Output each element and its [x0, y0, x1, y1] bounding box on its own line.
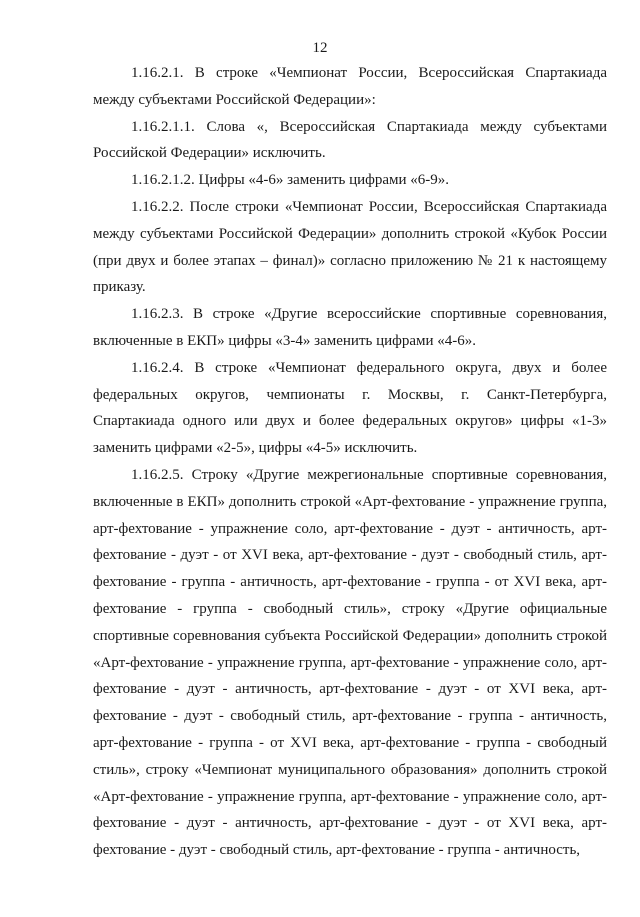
paragraph-1-16-2-4: 1.16.2.4. В строке «Чемпионат федерального округа, двух и более федеральных округов, чемпионаты г. Москвы, г. Санкт-Петербурга, Спартакиада одного или двух и более федеральных округов» цифры «1-3» заменить цифрами «2-5», цифры «4-5» исключить. — [93, 359, 607, 457]
paragraph-1-16-2-1: 1.16.2.1. В строке «Чемпионат России, Всероссийская Спартакиада между субъектами Российской Федерации»: — [93, 65, 607, 108]
paragraph-1-16-2-1-2: 1.16.2.1.2. Цифры «4-6» заменить цифрами «6-9». — [131, 172, 450, 189]
document-body — [93, 60, 607, 864]
paragraph-1-16-2-3: 1.16.2.3. В строке «Другие всероссийские спортивные соревнования, включенные в ЕКП» цифры «3-4» заменить цифрами «4-6». — [93, 306, 607, 349]
paragraph-1-16-2-2: 1.16.2.2. После строки «Чемпионат России, Всероссийская Спартакиада между субъектами Российской Федерации» дополнить строкой «Кубок России (при двух и более этапах – финал)» согласно приложению № 21 к настоящему приказу. — [93, 198, 607, 296]
paragraph-1-16-2-1-1: 1.16.2.1.1. Слова «, Всероссийская Спартакиада между субъектами Российской Федерации» исключить. — [93, 118, 607, 162]
paragraph-1-16-2-5: 1.16.2.5. Строку «Другие межрегиональные спортивные соревнования, включенные в ЕКП» дополнить строкой «Арт-фехтование - упражнение группа, арт-фехтование - упражнение соло, арт-фехтование - дуэт - античность, арт-фехтование - дуэт - от XVI века, арт-фехтование - дуэт - свободный стиль, арт-фехтование - группа - античность, арт-фехтование - группа - от XVI века, арт-фехтование - группа - свободный стиль», строку «Другие официальные спортивные соревнования субъекта Российской Федерации» дополнить строкой «Арт-фехтование - упражнение группа, арт-фехтование - упражнение соло, арт-фехтование - дуэт - античность, арт-фехтование - дуэт - от XVI века, арт-фехтование - дуэт - свободный стиль, арт-фехтование - группа - античность, арт-фехтование - группа - от XVI века, арт-фехтование - группа - свободный стиль», строку «Чемпионат муниципального образования» дополнить строкой «Арт-фехтование - упражнение группа, арт-фехтование - упражнение соло, арт-фехтование - дуэт - античность, арт-фехтование - дуэт - от XVI века, арт-фехтование - дуэт - свободный стиль, арт-фехтование - группа - античность, — [93, 466, 607, 859]
page-number: 12 — [312, 40, 328, 56]
